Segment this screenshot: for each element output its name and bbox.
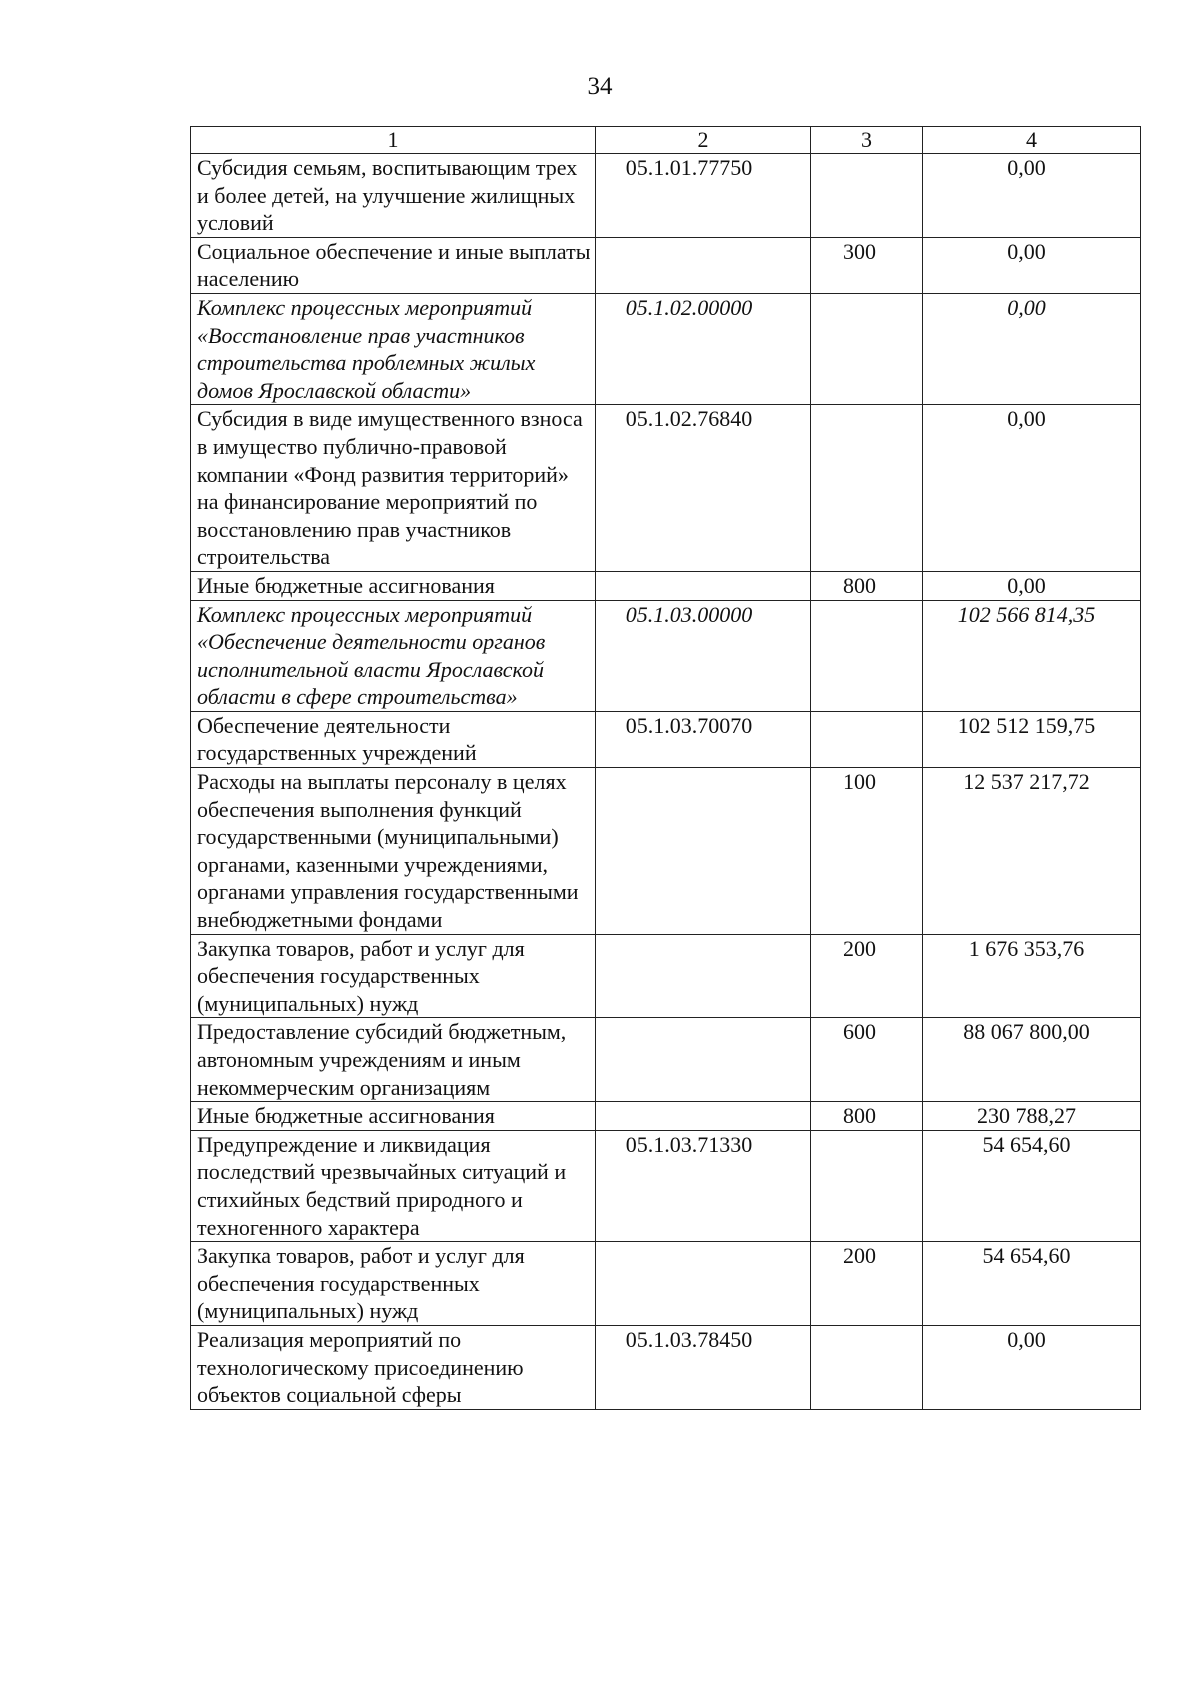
table-row bbox=[191, 768, 1141, 935]
row-code-cell: 05.1.01.77750 bbox=[596, 154, 811, 238]
header-cell-3: 3 bbox=[811, 127, 923, 154]
row-type-cell bbox=[811, 711, 923, 767]
row-amount-cell: 54 654,60 bbox=[923, 1130, 1141, 1241]
row-code-cell bbox=[596, 934, 811, 1018]
row-amount-cell: 102 512 159,75 bbox=[923, 711, 1141, 767]
row-amount-cell: 0,00 bbox=[923, 237, 1141, 293]
budget-table bbox=[190, 126, 1141, 1410]
row-code-cell bbox=[596, 768, 811, 935]
row-code-cell: 05.1.02.00000 bbox=[596, 293, 811, 404]
table-row bbox=[191, 293, 1141, 404]
table-row bbox=[191, 934, 1141, 1018]
row-amount-cell: 88 067 800,00 bbox=[923, 1018, 1141, 1102]
row-type-cell: 200 bbox=[811, 934, 923, 1018]
row-type-cell bbox=[811, 600, 923, 711]
row-code-cell bbox=[596, 1242, 811, 1326]
row-code-cell bbox=[596, 1018, 811, 1102]
row-type-cell: 600 bbox=[811, 1018, 923, 1102]
table-row bbox=[191, 237, 1141, 293]
row-name-cell: Предоставление субсидий бюджетным, автономным учреждениям и иным некоммерческим организациям bbox=[191, 1018, 596, 1102]
row-amount-cell: 0,00 bbox=[923, 154, 1141, 238]
row-name-cell: Иные бюджетные ассигнования bbox=[191, 1102, 596, 1131]
row-type-cell bbox=[811, 405, 923, 572]
row-name-cell: Иные бюджетные ассигнования bbox=[191, 571, 596, 600]
table-row bbox=[191, 154, 1141, 238]
header-cell-1: 1 bbox=[191, 127, 596, 154]
budget-table-container bbox=[190, 126, 1140, 1410]
row-name-cell: Социальное обеспечение и иные выплаты населению bbox=[191, 237, 596, 293]
row-name-cell: Комплекс процессных мероприятий «Восстановление прав участников строительства проблемных жилых домов Ярославской области» bbox=[191, 293, 596, 404]
row-name-cell: Расходы на выплаты персоналу в целях обеспечения выполнения функций государственными (муниципальными) органами, казенными учреждениями, органами управления государственными внебюджетными фондами bbox=[191, 768, 596, 935]
table-body bbox=[191, 154, 1141, 1410]
row-name-cell: Субсидия семьям, воспитывающим трех и более детей, на улучшение жилищных условий bbox=[191, 154, 596, 238]
row-type-cell bbox=[811, 293, 923, 404]
row-amount-cell: 0,00 bbox=[923, 293, 1141, 404]
header-cell-4: 4 bbox=[923, 127, 1141, 154]
row-amount-cell: 0,00 bbox=[923, 1325, 1141, 1409]
table-header-row bbox=[191, 127, 1141, 154]
row-code-cell: 05.1.03.00000 bbox=[596, 600, 811, 711]
row-type-cell: 300 bbox=[811, 237, 923, 293]
table-row bbox=[191, 571, 1141, 600]
row-type-cell: 100 bbox=[811, 768, 923, 935]
row-code-cell: 05.1.03.70070 bbox=[596, 711, 811, 767]
row-code-cell: 05.1.03.78450 bbox=[596, 1325, 811, 1409]
table-row bbox=[191, 1102, 1141, 1131]
row-amount-cell: 0,00 bbox=[923, 571, 1141, 600]
row-type-cell bbox=[811, 1130, 923, 1241]
table-row bbox=[191, 1242, 1141, 1326]
row-amount-cell: 12 537 217,72 bbox=[923, 768, 1141, 935]
row-name-cell: Закупка товаров, работ и услуг для обеспечения государственных (муниципальных) нужд bbox=[191, 1242, 596, 1326]
row-type-cell bbox=[811, 154, 923, 238]
row-type-cell: 800 bbox=[811, 1102, 923, 1131]
row-amount-cell: 230 788,27 bbox=[923, 1102, 1141, 1131]
row-amount-cell: 0,00 bbox=[923, 405, 1141, 572]
row-name-cell: Комплекс процессных мероприятий «Обеспечение деятельности органов исполнительной власти Ярославской области в сфере строительства» bbox=[191, 600, 596, 711]
row-amount-cell: 102 566 814,35 bbox=[923, 600, 1141, 711]
row-code-cell: 05.1.03.71330 bbox=[596, 1130, 811, 1241]
row-name-cell: Обеспечение деятельности государственных учреждений bbox=[191, 711, 596, 767]
row-code-cell bbox=[596, 571, 811, 600]
table-header bbox=[191, 127, 1141, 154]
table-row bbox=[191, 600, 1141, 711]
row-name-cell: Предупреждение и ликвидация последствий чрезвычайных ситуаций и стихийных бедствий природного и техногенного характера bbox=[191, 1130, 596, 1241]
table-row bbox=[191, 711, 1141, 767]
table-row bbox=[191, 1018, 1141, 1102]
row-amount-cell: 54 654,60 bbox=[923, 1242, 1141, 1326]
header-cell-2: 2 bbox=[596, 127, 811, 154]
row-name-cell: Закупка товаров, работ и услуг для обеспечения государственных (муниципальных) нужд bbox=[191, 934, 596, 1018]
table-row bbox=[191, 1130, 1141, 1241]
row-type-cell: 200 bbox=[811, 1242, 923, 1326]
row-type-cell bbox=[811, 1325, 923, 1409]
row-type-cell: 800 bbox=[811, 571, 923, 600]
row-name-cell: Субсидия в виде имущественного взноса в имущество публично-правовой компании «Фонд развития территорий» на финансирование мероприятий по восстановлению прав участников строительства bbox=[191, 405, 596, 572]
page-number: 34 bbox=[587, 73, 613, 100]
row-code-cell bbox=[596, 237, 811, 293]
row-code-cell bbox=[596, 1102, 811, 1131]
row-name-cell: Реализация мероприятий по технологическому присоединению объектов социальной сферы bbox=[191, 1325, 596, 1409]
row-amount-cell: 1 676 353,76 bbox=[923, 934, 1141, 1018]
table-row bbox=[191, 405, 1141, 572]
row-code-cell: 05.1.02.76840 bbox=[596, 405, 811, 572]
table-row bbox=[191, 1325, 1141, 1409]
